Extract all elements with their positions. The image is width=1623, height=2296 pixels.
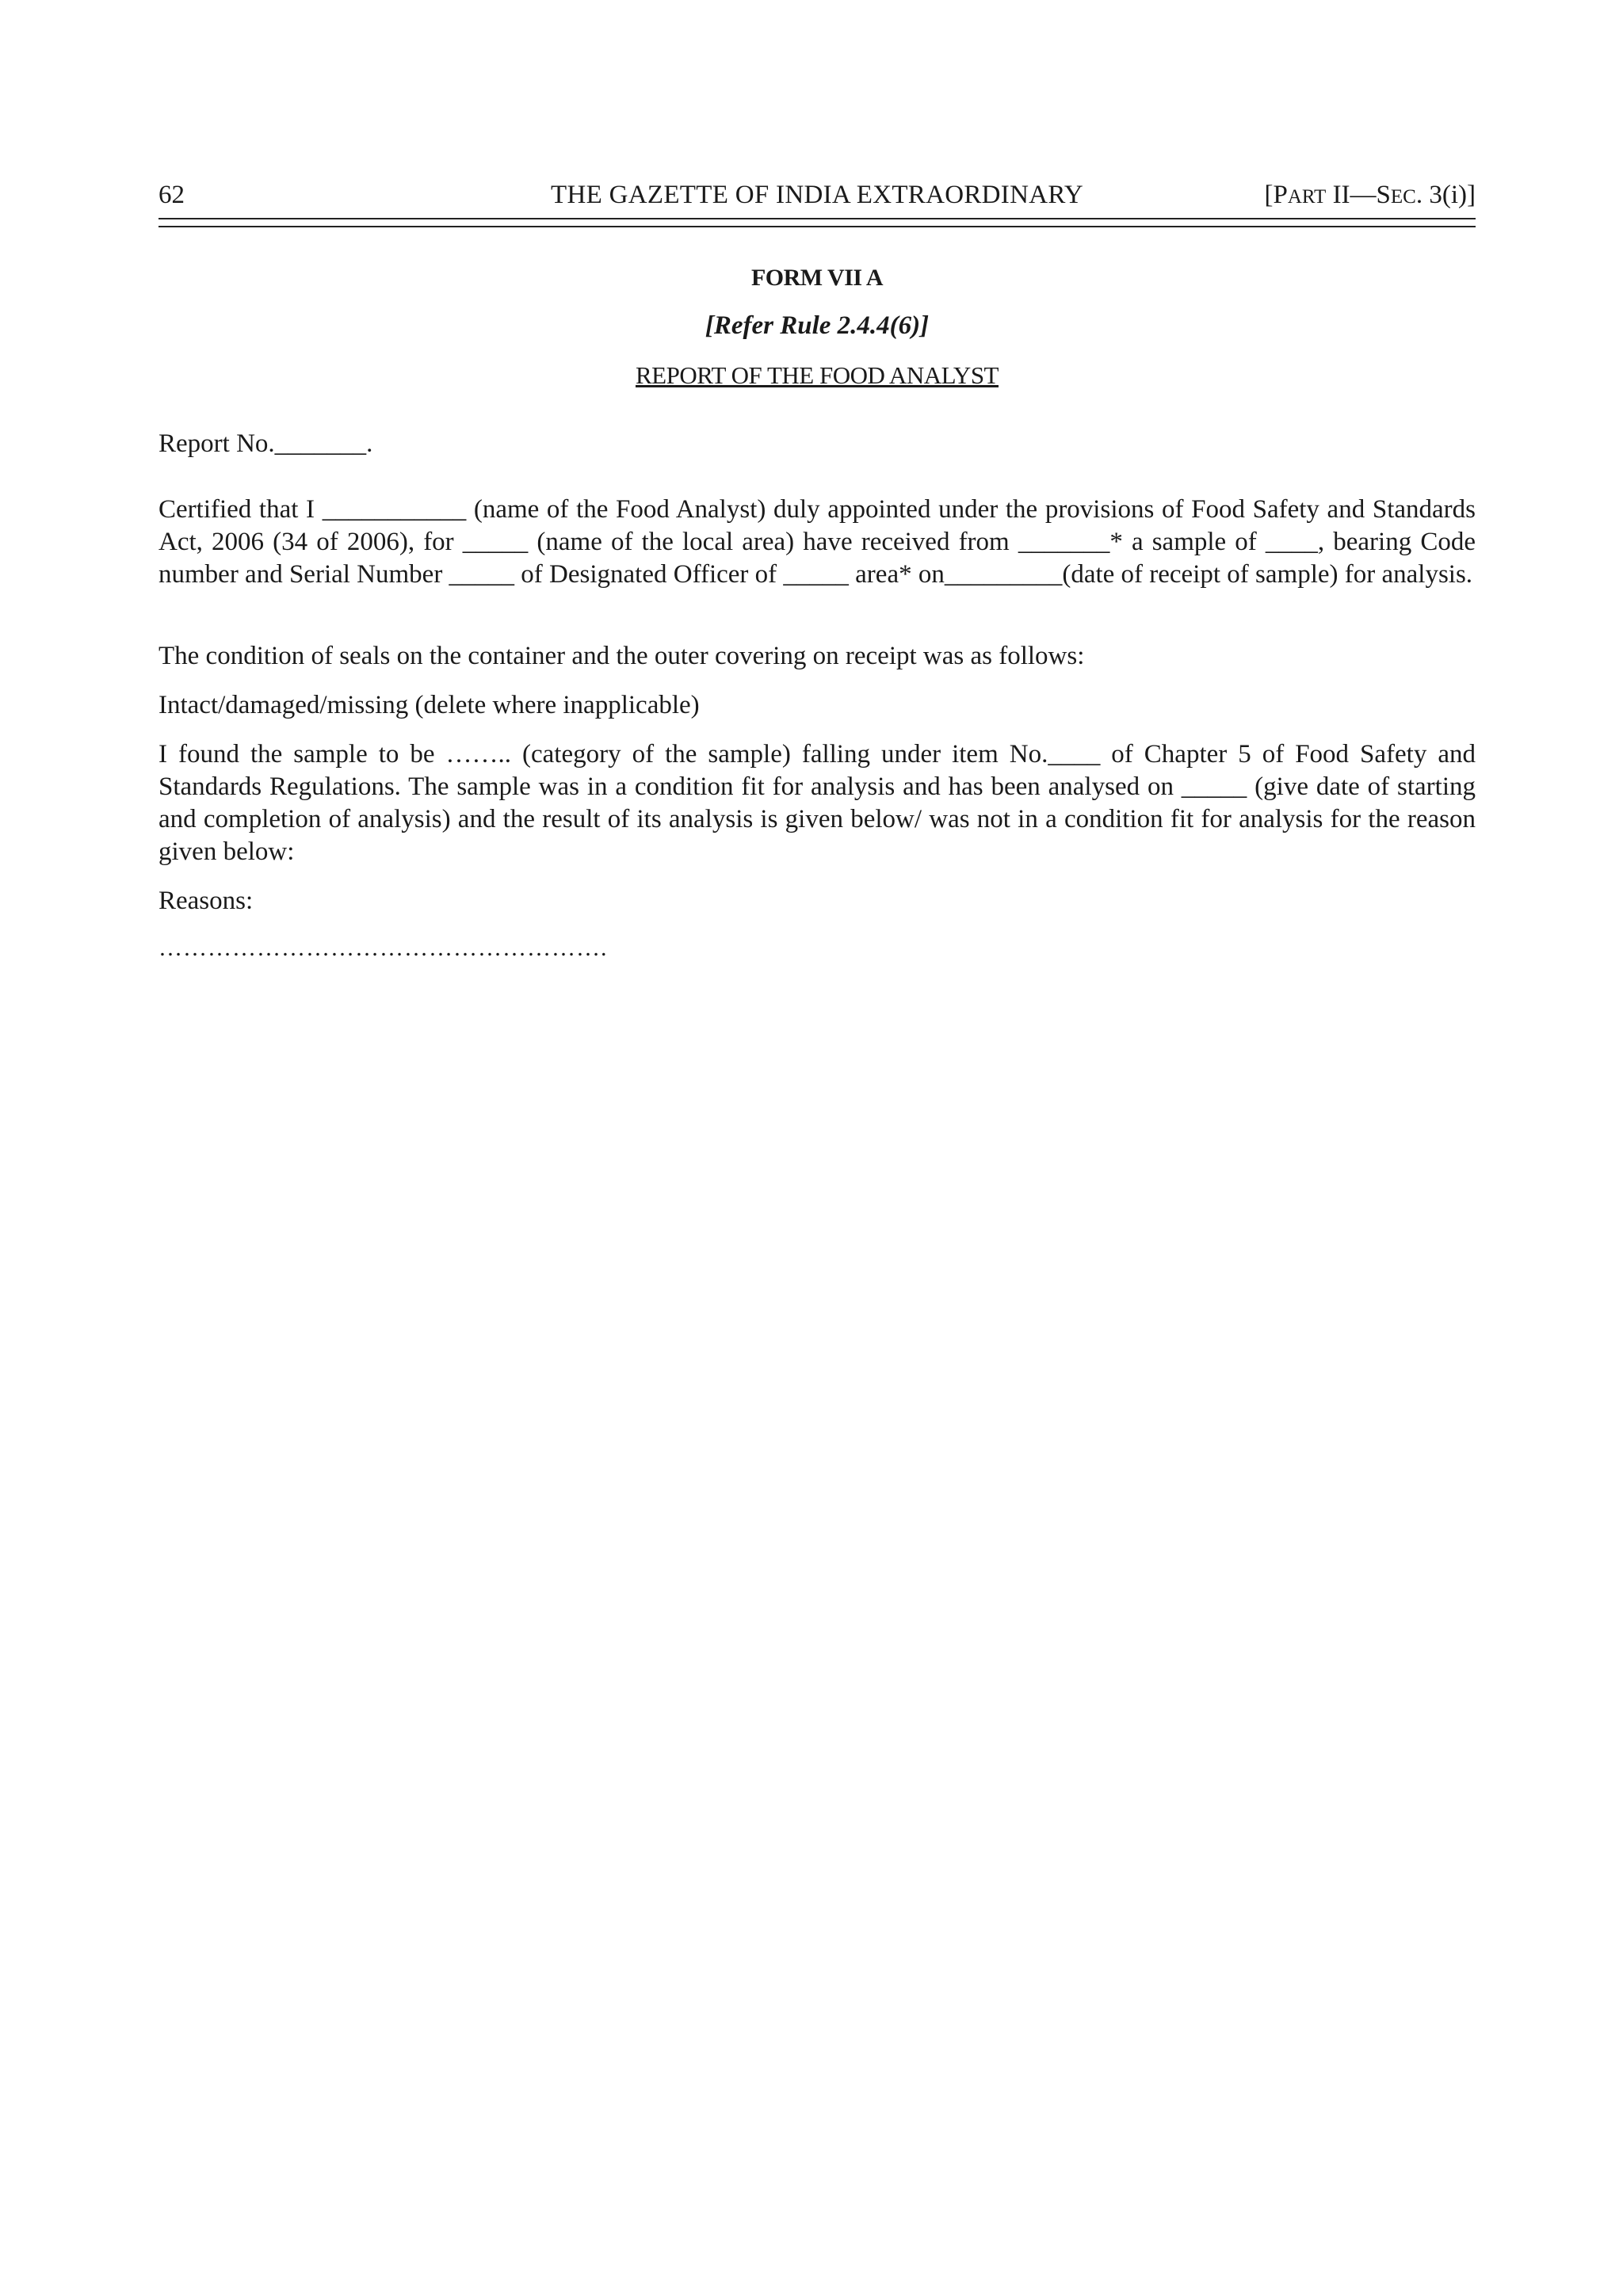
header-rule-top	[158, 218, 1476, 219]
certification-paragraph: Certified that I ___________ (name of the Food Analyst) duly appointed under the provisions of Food Safety and Standards Act, 2006 (34 of 2006), for _____ (name of the local area) have received from _______* a sample of ____, bearing Code number and Serial Number _____ of Designated Officer of _____ area* on_________(date of receipt of sample) for analysis.	[158, 495, 1476, 589]
form-rule-reference: [Refer Rule 2.4.4(6)]	[705, 311, 930, 340]
page-number: 62	[158, 181, 185, 209]
reasons-label: Reasons:	[158, 887, 254, 915]
page-header	[158, 181, 1476, 212]
seal-status-line: Intact/damaged/missing (delete where inapplicable)	[158, 691, 700, 719]
reasons-dotted-line: ……………………………………………….	[158, 935, 608, 961]
findings-paragraph: I found the sample to be …….. (category of the sample) falling under item No.____ of Chapter 5 of Food Safety and Standards Regulations. The sample was in a condition fit for analysis and has been analysed on _____ (give date of starting and completion of analysis) and the result of its analysis is given below/ was not in a condition fit for analysis for the reason given below:	[158, 740, 1476, 866]
seal-condition-paragraph: The condition of seals on the container and the outer covering on receipt was as follows:	[158, 642, 1085, 670]
gazette-title: THE GAZETTE OF INDIA EXTRAORDINARY	[551, 181, 1083, 209]
form-title: FORM VII A	[750, 265, 884, 291]
report-number-line: Report No._______.	[158, 429, 373, 458]
form-heading: REPORT OF THE FOOD ANALYST	[635, 361, 999, 389]
header-rule-bottom	[158, 226, 1476, 227]
part-section-label: [PART II—SEC. 3(i)]	[1264, 181, 1476, 209]
